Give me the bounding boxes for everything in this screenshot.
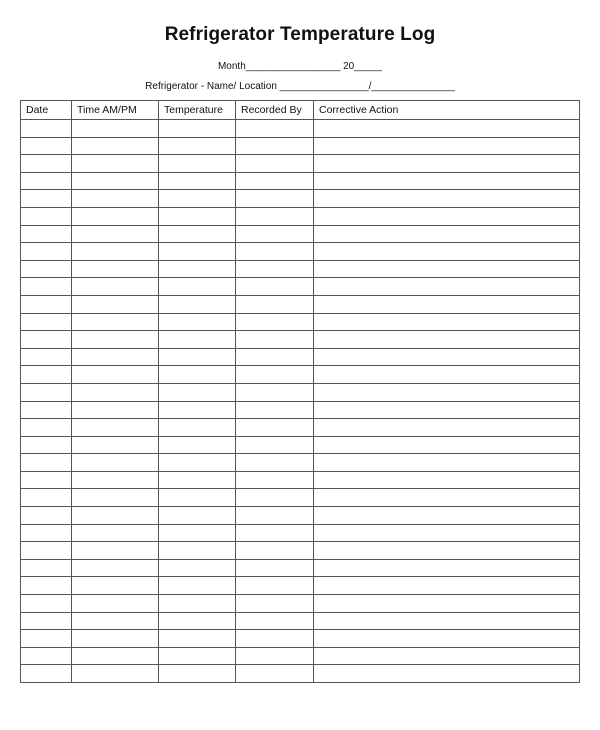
cell-recorded-by[interactable] <box>236 313 314 331</box>
table-row <box>21 436 580 454</box>
table-row <box>21 260 580 278</box>
cell-recorded-by[interactable] <box>236 419 314 437</box>
cell-time[interactable] <box>72 489 159 507</box>
cell-corrective-action[interactable] <box>314 313 580 331</box>
table-row <box>21 595 580 613</box>
cell-time[interactable] <box>72 665 159 683</box>
cell-time[interactable] <box>72 542 159 560</box>
table-row <box>21 665 580 683</box>
cell-date[interactable] <box>21 383 72 401</box>
cell-temperature[interactable] <box>159 401 236 419</box>
cell-corrective-action[interactable] <box>314 260 580 278</box>
cell-recorded-by[interactable] <box>236 454 314 472</box>
cell-recorded-by[interactable] <box>236 366 314 384</box>
cell-date[interactable] <box>21 260 72 278</box>
cell-date[interactable] <box>21 120 72 138</box>
cell-corrective-action[interactable] <box>314 436 580 454</box>
table-row <box>21 647 580 665</box>
cell-time[interactable] <box>72 524 159 542</box>
cell-date[interactable] <box>21 419 72 437</box>
cell-temperature[interactable] <box>159 348 236 366</box>
cell-time[interactable] <box>72 348 159 366</box>
cell-temperature[interactable] <box>159 260 236 278</box>
cell-time[interactable] <box>72 383 159 401</box>
cell-temperature[interactable] <box>159 612 236 630</box>
table-row <box>21 454 580 472</box>
cell-date[interactable] <box>21 507 72 525</box>
cell-recorded-by[interactable] <box>236 120 314 138</box>
cell-recorded-by[interactable] <box>236 595 314 613</box>
cell-time[interactable] <box>72 225 159 243</box>
cell-time[interactable] <box>72 612 159 630</box>
cell-corrective-action[interactable] <box>314 577 580 595</box>
cell-corrective-action[interactable] <box>314 348 580 366</box>
cell-corrective-action[interactable] <box>314 507 580 525</box>
table-row <box>21 137 580 155</box>
cell-recorded-by[interactable] <box>236 665 314 683</box>
table-row <box>21 542 580 560</box>
log-body <box>21 120 580 683</box>
cell-corrective-action[interactable] <box>314 489 580 507</box>
column-header-temperature: Temperature <box>159 101 236 120</box>
cell-temperature[interactable] <box>159 595 236 613</box>
table-row <box>21 383 580 401</box>
cell-temperature[interactable] <box>159 120 236 138</box>
cell-date[interactable] <box>21 454 72 472</box>
cell-date[interactable] <box>21 612 72 630</box>
cell-date[interactable] <box>21 348 72 366</box>
cell-recorded-by[interactable] <box>236 489 314 507</box>
cell-time[interactable] <box>72 295 159 313</box>
cell-corrective-action[interactable] <box>314 137 580 155</box>
table-row <box>21 295 580 313</box>
cell-temperature[interactable] <box>159 436 236 454</box>
cell-recorded-by[interactable] <box>236 436 314 454</box>
cell-date[interactable] <box>21 313 72 331</box>
table-row <box>21 190 580 208</box>
cell-temperature[interactable] <box>159 542 236 560</box>
refrigerator-location-field: Refrigerator - Name/ Location ________________/_______________ <box>145 81 455 92</box>
cell-time[interactable] <box>72 207 159 225</box>
table-row <box>21 577 580 595</box>
cell-temperature[interactable] <box>159 665 236 683</box>
cell-recorded-by[interactable] <box>236 471 314 489</box>
cell-corrective-action[interactable] <box>314 120 580 138</box>
cell-recorded-by[interactable] <box>236 331 314 349</box>
cell-recorded-by[interactable] <box>236 507 314 525</box>
cell-temperature[interactable] <box>159 313 236 331</box>
cell-date[interactable] <box>21 190 72 208</box>
cell-time[interactable] <box>72 419 159 437</box>
cell-date[interactable] <box>21 471 72 489</box>
cell-time[interactable] <box>72 260 159 278</box>
cell-time[interactable] <box>72 401 159 419</box>
cell-time[interactable] <box>72 190 159 208</box>
table-row <box>21 612 580 630</box>
temperature-log-table <box>20 100 580 683</box>
cell-date[interactable] <box>21 295 72 313</box>
cell-date[interactable] <box>21 225 72 243</box>
cell-recorded-by[interactable] <box>236 207 314 225</box>
cell-recorded-by[interactable] <box>236 647 314 665</box>
cell-temperature[interactable] <box>159 524 236 542</box>
cell-time[interactable] <box>72 120 159 138</box>
cell-corrective-action[interactable] <box>314 207 580 225</box>
cell-temperature[interactable] <box>159 207 236 225</box>
table-row <box>21 630 580 648</box>
cell-time[interactable] <box>72 559 159 577</box>
cell-temperature[interactable] <box>159 630 236 648</box>
table-row <box>21 331 580 349</box>
cell-corrective-action[interactable] <box>314 190 580 208</box>
cell-date[interactable] <box>21 524 72 542</box>
cell-date[interactable] <box>21 401 72 419</box>
cell-recorded-by[interactable] <box>236 401 314 419</box>
cell-temperature[interactable] <box>159 243 236 261</box>
cell-recorded-by[interactable] <box>236 137 314 155</box>
table-row <box>21 120 580 138</box>
cell-date[interactable] <box>21 665 72 683</box>
column-header-time: Time AM/PM <box>72 101 159 120</box>
cell-date[interactable] <box>21 595 72 613</box>
cell-corrective-action[interactable] <box>314 524 580 542</box>
month-year-field: Month_________________ 20_____ <box>217 61 383 72</box>
cell-recorded-by[interactable] <box>236 348 314 366</box>
cell-recorded-by[interactable] <box>236 542 314 560</box>
cell-temperature[interactable] <box>159 507 236 525</box>
cell-date[interactable] <box>21 155 72 173</box>
cell-date[interactable] <box>21 137 72 155</box>
cell-temperature[interactable] <box>159 278 236 296</box>
cell-corrective-action[interactable] <box>314 383 580 401</box>
cell-time[interactable] <box>72 507 159 525</box>
cell-corrective-action[interactable] <box>314 278 580 296</box>
cell-time[interactable] <box>72 278 159 296</box>
cell-time[interactable] <box>72 366 159 384</box>
cell-date[interactable] <box>21 436 72 454</box>
cell-recorded-by[interactable] <box>236 260 314 278</box>
cell-time[interactable] <box>72 436 159 454</box>
table-row <box>21 489 580 507</box>
table-row <box>21 559 580 577</box>
cell-time[interactable] <box>72 137 159 155</box>
cell-date[interactable] <box>21 331 72 349</box>
cell-recorded-by[interactable] <box>236 278 314 296</box>
cell-time[interactable] <box>72 172 159 190</box>
cell-corrective-action[interactable] <box>314 419 580 437</box>
cell-recorded-by[interactable] <box>236 225 314 243</box>
cell-time[interactable] <box>72 331 159 349</box>
cell-recorded-by[interactable] <box>236 559 314 577</box>
cell-time[interactable] <box>72 595 159 613</box>
cell-temperature[interactable] <box>159 383 236 401</box>
cell-temperature[interactable] <box>159 559 236 577</box>
cell-temperature[interactable] <box>159 366 236 384</box>
cell-date[interactable] <box>21 542 72 560</box>
table-row <box>21 225 580 243</box>
table-row <box>21 471 580 489</box>
cell-recorded-by[interactable] <box>236 190 314 208</box>
cell-temperature[interactable] <box>159 190 236 208</box>
cell-corrective-action[interactable] <box>314 331 580 349</box>
cell-temperature[interactable] <box>159 295 236 313</box>
cell-temperature[interactable] <box>159 454 236 472</box>
table-row <box>21 524 580 542</box>
table-header-row <box>21 101 580 120</box>
cell-date[interactable] <box>21 489 72 507</box>
cell-recorded-by[interactable] <box>236 577 314 595</box>
cell-temperature[interactable] <box>159 489 236 507</box>
cell-date[interactable] <box>21 278 72 296</box>
cell-corrective-action[interactable] <box>314 471 580 489</box>
cell-corrective-action[interactable] <box>314 401 580 419</box>
cell-temperature[interactable] <box>159 172 236 190</box>
cell-temperature[interactable] <box>159 577 236 595</box>
cell-temperature[interactable] <box>159 647 236 665</box>
cell-date[interactable] <box>21 559 72 577</box>
cell-time[interactable] <box>72 313 159 331</box>
cell-temperature[interactable] <box>159 225 236 243</box>
cell-date[interactable] <box>21 207 72 225</box>
table-row <box>21 401 580 419</box>
cell-recorded-by[interactable] <box>236 524 314 542</box>
cell-date[interactable] <box>21 366 72 384</box>
cell-temperature[interactable] <box>159 155 236 173</box>
table-row <box>21 419 580 437</box>
cell-time[interactable] <box>72 243 159 261</box>
cell-corrective-action[interactable] <box>314 366 580 384</box>
cell-recorded-by[interactable] <box>236 295 314 313</box>
table-row <box>21 243 580 261</box>
cell-corrective-action[interactable] <box>314 172 580 190</box>
table-row <box>21 366 580 384</box>
cell-corrective-action[interactable] <box>314 225 580 243</box>
cell-date[interactable] <box>21 243 72 261</box>
table-row <box>21 155 580 173</box>
table-row <box>21 313 580 331</box>
column-header-recorded-by: Recorded By <box>236 101 314 120</box>
cell-recorded-by[interactable] <box>236 612 314 630</box>
cell-recorded-by[interactable] <box>236 243 314 261</box>
cell-time[interactable] <box>72 155 159 173</box>
cell-temperature[interactable] <box>159 471 236 489</box>
cell-time[interactable] <box>72 577 159 595</box>
table-row <box>21 348 580 366</box>
cell-recorded-by[interactable] <box>236 383 314 401</box>
cell-recorded-by[interactable] <box>236 172 314 190</box>
cell-time[interactable] <box>72 471 159 489</box>
cell-corrective-action[interactable] <box>314 542 580 560</box>
column-header-corrective-action: Corrective Action <box>314 101 580 120</box>
cell-temperature[interactable] <box>159 137 236 155</box>
cell-date[interactable] <box>21 577 72 595</box>
cell-corrective-action[interactable] <box>314 155 580 173</box>
cell-corrective-action[interactable] <box>314 243 580 261</box>
cell-corrective-action[interactable] <box>314 630 580 648</box>
cell-date[interactable] <box>21 630 72 648</box>
table-row <box>21 172 580 190</box>
cell-recorded-by[interactable] <box>236 630 314 648</box>
cell-time[interactable] <box>72 630 159 648</box>
cell-time[interactable] <box>72 647 159 665</box>
form-title: Refrigerator Temperature Log <box>164 24 436 45</box>
cell-corrective-action[interactable] <box>314 559 580 577</box>
table-row <box>21 507 580 525</box>
cell-temperature[interactable] <box>159 331 236 349</box>
table-row <box>21 278 580 296</box>
cell-corrective-action[interactable] <box>314 295 580 313</box>
cell-corrective-action[interactable] <box>314 612 580 630</box>
column-header-date: Date <box>21 101 72 120</box>
cell-recorded-by[interactable] <box>236 155 314 173</box>
cell-corrective-action[interactable] <box>314 595 580 613</box>
cell-time[interactable] <box>72 454 159 472</box>
cell-temperature[interactable] <box>159 419 236 437</box>
cell-corrective-action[interactable] <box>314 454 580 472</box>
cell-date[interactable] <box>21 172 72 190</box>
table-row <box>21 207 580 225</box>
cell-corrective-action[interactable] <box>314 647 580 665</box>
cell-date[interactable] <box>21 647 72 665</box>
cell-corrective-action[interactable] <box>314 665 580 683</box>
